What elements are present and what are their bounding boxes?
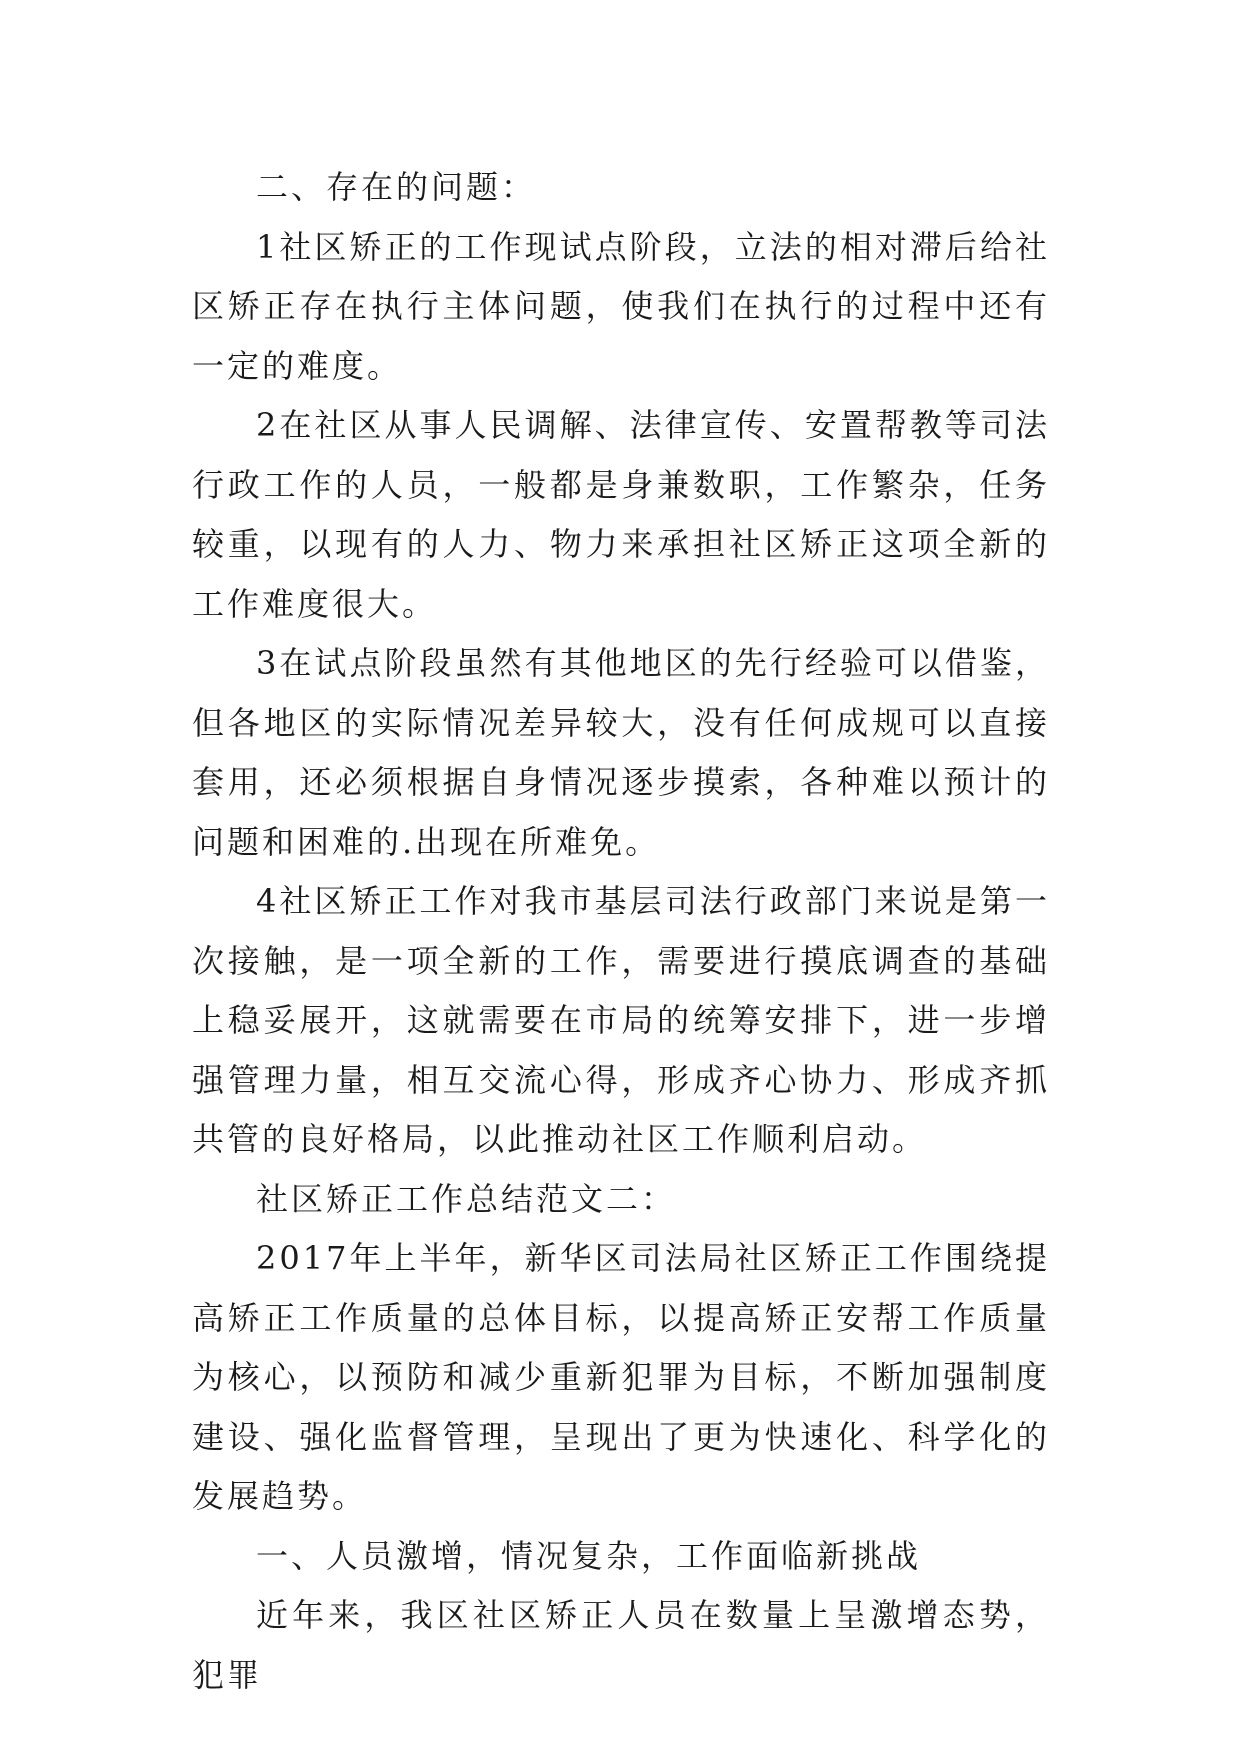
- paragraph-overview-2017: 2017年上半年，新华区司法局社区矫正工作围绕提高矫正工作质量的总体目标，以提高矫正安帮工作质量为核心，以预防和减少重新犯罪为目标，不断加强制度建设、强化监督管理，呈现出了更为快速化、科学化的发展趋势。: [192, 1239, 1050, 1515]
- document-body: [192, 158, 1050, 1705]
- paragraph-problem-2: 2在社区从事人民调解、法律宣传、安置帮教等司法行政工作的人员，一般都是身兼数职，工作繁杂，任务较重，以现有的人力、物力来承担社区矫正这项全新的工作难度很大。: [192, 406, 1050, 623]
- section-heading-problems: 二、存在的问题：: [256, 168, 537, 206]
- paragraph-problem-1: 1社区矫正的工作现试点阶段，立法的相对滞后给社区矫正存在执行主体问题，使我们在执行的过程中还有一定的难度。: [192, 227, 1050, 385]
- paragraph-problem-3: 3在试点阶段虽然有其他地区的先行经验可以借鉴，但各地区的实际情况差异较大，没有任何成规可以直接套用，还必须根据自身情况逐步摸索，各种难以预计的问题和困难的.出现在所难免。: [192, 644, 1050, 861]
- paragraph-problem-4: 4社区矫正工作对我市基层司法行政部门来说是第一次接触，是一项全新的工作，需要进行摸底调查的基础上稳妥展开，这就需要在市局的统筹安排下，进一步增强管理力量，相互交流心得，形成齐心协力、形成齐抓共管的良好格局，以此推动社区工作顺利启动。: [192, 882, 1050, 1158]
- paragraph-recent-years: 近年来，我区社区矫正人员在数量上呈激增态势，犯罪: [192, 1596, 1050, 1694]
- section-heading-challenges: 一、人员激增，情况复杂，工作面临新挑战: [256, 1536, 922, 1575]
- section-heading-sample-two: 社区矫正工作总结范文二：: [256, 1179, 677, 1218]
